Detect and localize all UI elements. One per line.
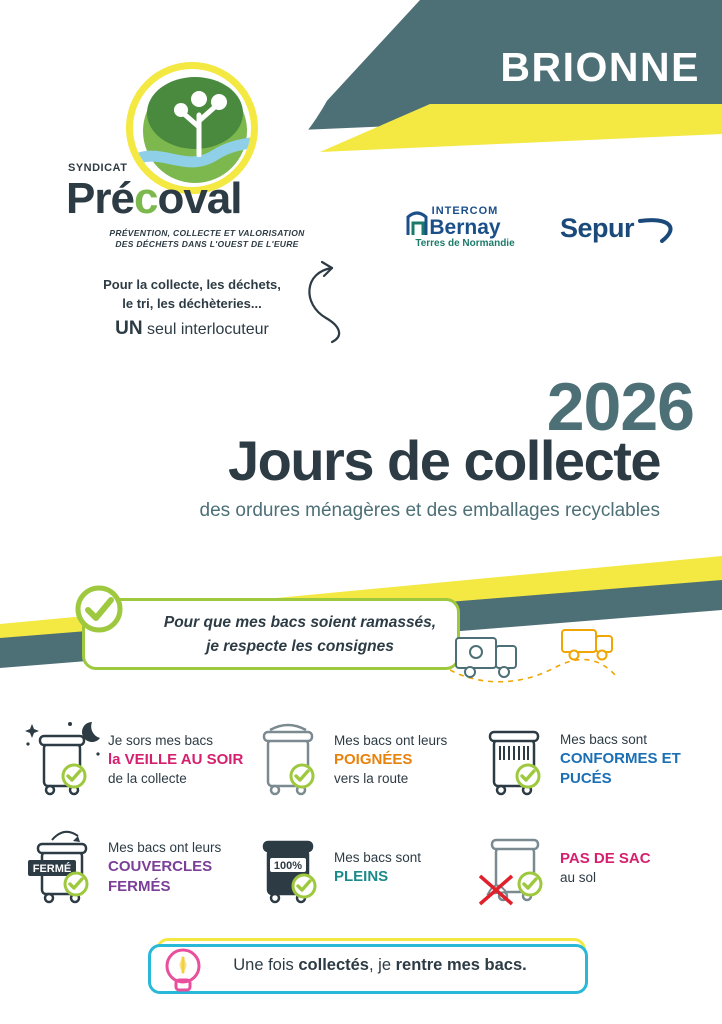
consigne-pas-de-sac-text [560, 849, 700, 887]
consigne-pleins-badge: 100% [273, 860, 303, 872]
tree-icon [171, 87, 231, 157]
consigne-conformes-pre: Mes bacs sont [560, 731, 648, 747]
consigne-couvercles-pre: Mes bacs ont leurs [108, 839, 222, 855]
consigne-pleins-pre: Mes bacs sont [334, 849, 422, 865]
interlocutor-rest: seul interlocuteur [142, 320, 269, 338]
consigne-pleins [248, 814, 474, 922]
intercom-icon [404, 209, 430, 239]
logo-tagline-line1: PRÉVENTION, COLLECTE ET VALORISATION [109, 228, 305, 238]
interlocutor-line3 [72, 318, 312, 340]
logo-pre: Pré [66, 174, 134, 223]
consigne-pas-de-sac [474, 814, 700, 922]
consigne-veille-post: de la collecte [108, 771, 187, 787]
logo-tagline-line2: DES DÉCHETS DANS L'OUEST DE L'EURE [115, 239, 299, 250]
sepur-logo [560, 213, 700, 244]
consigne-poignees-text [334, 732, 474, 789]
consignes-grid [22, 706, 700, 922]
consigne-veille-au-soir [22, 706, 248, 814]
interlocutor-block [72, 276, 312, 340]
interlocutor-line2: le tri, les déchèteries... [122, 295, 262, 311]
bin-closed-icon [22, 818, 108, 918]
consigne-conformes-puces [474, 706, 700, 814]
sepur-label: Sepur [560, 213, 635, 243]
garbage-truck-icon [450, 620, 630, 690]
page-subtitle: des ordures ménagères et des emballages recyclables [199, 500, 660, 521]
bin-night-icon [22, 710, 108, 810]
consigne-couvercles-text [108, 839, 248, 898]
intercom-top-label: INTERCOM [431, 205, 499, 217]
consignes-row-2 [22, 814, 700, 922]
consignes-line2: je respecte les consignes [206, 638, 394, 656]
logo-tagline [92, 228, 322, 251]
consigne-couvercles-fermes [22, 814, 248, 922]
sepur-swoosh-icon [638, 215, 684, 245]
footer-bold2: rentre mes bacs. [395, 956, 527, 974]
consigne-veille-text [108, 732, 248, 789]
interlocutor-line1: Pour la collecte, les déchets, [103, 277, 281, 292]
logo-syndicat-label: SYNDICAT [68, 162, 128, 174]
logo-oval: oval [157, 174, 242, 223]
consigne-poignees-highlight: POIGNÉES [334, 750, 413, 768]
check-circle-icon [73, 583, 125, 635]
consigne-pas-de-sac-post: au sol [560, 870, 597, 886]
interlocutor-strong: UN [115, 317, 143, 339]
bin-chip-icon [474, 710, 560, 810]
logo-wordmark [66, 174, 241, 224]
consigne-conformes-highlight: CONFORMES ET PUCÉS [560, 749, 681, 788]
consigne-pleins-highlight: PLEINS [334, 867, 389, 885]
year-heading: 2026 [546, 369, 694, 445]
logo-c: c [133, 174, 158, 223]
footer-text [190, 956, 570, 975]
intercom-mid-label: Bernay [429, 216, 501, 239]
consigne-veille-highlight: la VEILLE AU SOIR [108, 750, 244, 768]
consigne-couvercles-highlight: COUVERCLES FERMÉS [108, 857, 213, 896]
consignes-row-1 [22, 706, 700, 814]
consigne-pleins-text [334, 849, 474, 887]
consigne-pas-de-sac-highlight: PAS DE SAC [560, 849, 651, 867]
page-title: Jours de collecte [227, 429, 660, 492]
consigne-poignees [248, 706, 474, 814]
footer-bold1: collectés [298, 956, 369, 974]
consigne-poignees-post: vers la route [334, 771, 409, 787]
bin-no-bag-icon [474, 818, 560, 918]
intercom-bottom-label: Terres de Normandie [415, 238, 515, 249]
bin-full-icon [248, 818, 334, 918]
footer-pre: Une fois [233, 956, 299, 974]
intercom-bernay-logo [390, 205, 540, 249]
footer-mid: , je [368, 956, 396, 974]
consignes-bubble [82, 598, 460, 670]
bin-handles-icon [248, 710, 334, 810]
consigne-poignees-pre: Mes bacs ont leurs [334, 732, 448, 748]
consigne-veille-pre: Je sors mes bacs [108, 732, 214, 748]
partner-logos [380, 205, 700, 255]
consignes-bubble-text [147, 611, 453, 659]
consigne-conformes-text [560, 731, 700, 790]
city-title: BRIONNE [500, 44, 700, 90]
consigne-ferme-badge: FERMÉ [32, 863, 72, 875]
consignes-line1: Pour que mes bacs soient ramassés, [163, 614, 437, 631]
